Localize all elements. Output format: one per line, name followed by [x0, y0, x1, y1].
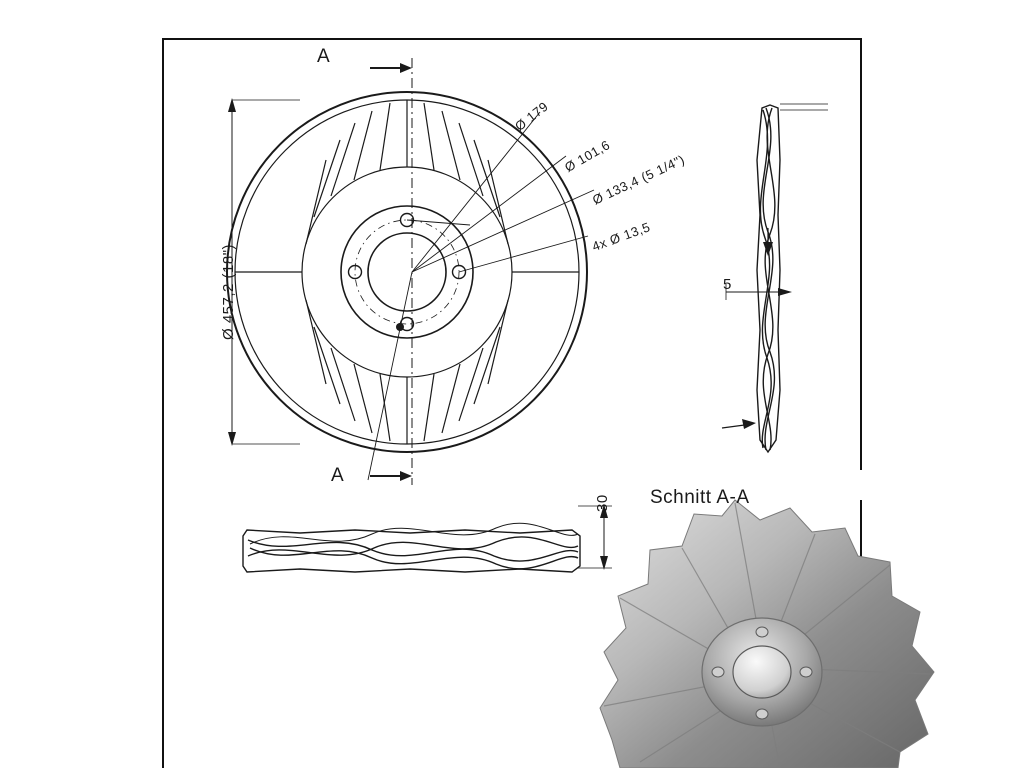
isometric-render-disc	[600, 500, 934, 768]
dimension-label-outer-diameter: Ø 457,2 (18")	[220, 243, 237, 340]
dimension-label-pilot: Ø 133,4 (5 1/4")	[590, 151, 688, 208]
section-line-a-a	[370, 58, 412, 485]
dimension-label-thickness: 5	[723, 276, 732, 293]
section-mark-bottom: A	[331, 465, 345, 486]
edge-view-disc	[243, 523, 580, 572]
section-view-title: Schnitt A-A	[650, 487, 750, 508]
dimension-wave-depth	[578, 504, 612, 570]
dimension-label-hub-bore: Ø 179	[512, 98, 552, 134]
dimension-label-bolt-holes: 4x Ø 13,5	[590, 219, 653, 255]
dimension-label-bolt-circle: Ø 101,6	[562, 137, 613, 175]
dimension-label-wave-depth: 30	[594, 494, 611, 512]
section-mark-top: A	[317, 46, 331, 67]
front-view-disc	[227, 92, 587, 452]
side-view-disc	[757, 104, 828, 452]
